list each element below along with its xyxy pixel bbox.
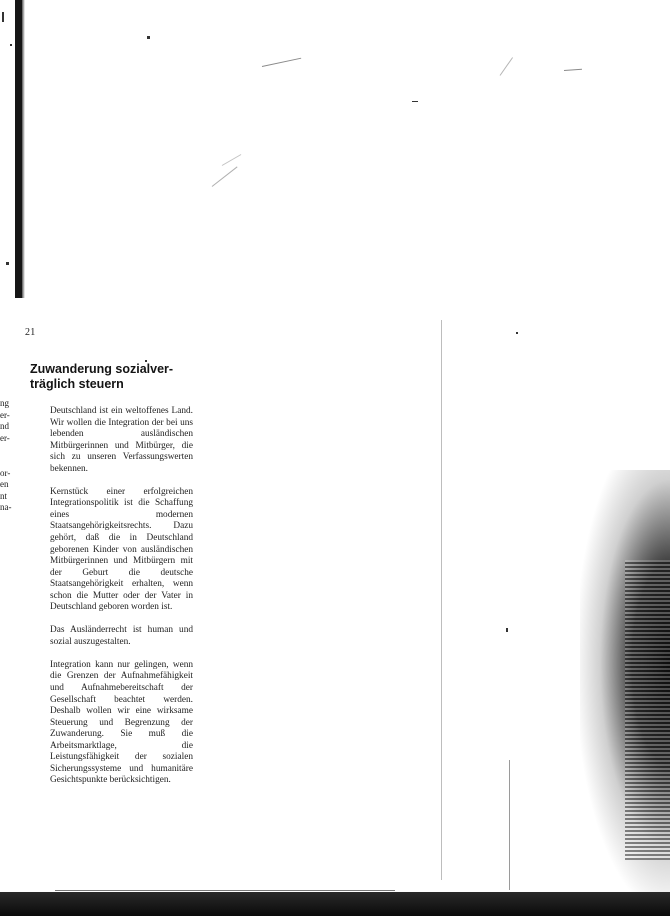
scan-fold-line: [441, 320, 442, 880]
left-fragment: nt: [0, 490, 8, 501]
paragraph: Integration kann nur gelingen, wenn die Grenzen der Aufnahmefähigkeit und Aufnahmebereitschaft der Gesellschaft beachtet werden. Deshalb wollen wir eine wirksame Steuerung und Begrenzung der Zuwanderung. Sie muß die Arbeitsmarktlage, die Leistungsfähigkeit der sozialen Sicherungssysteme und humanitäre Gesichtspunkte berücksichtigen.: [50, 659, 193, 786]
left-cutoff-column: [0, 398, 12, 514]
left-fragment: er-: [0, 432, 10, 443]
scan-speck: [2, 12, 4, 22]
scan-speck: [147, 36, 150, 39]
paragraph: Kernstück einer erfolgreichen Integrationspolitik ist die Schaffung eines modernen Staatsangehörigkeitsrechts. Dazu gehört, daß die in Deutschland geborenen Kinder von ausländischen Mitbürgerinnen und Mitbürgern mit der Geburt die deutsche Staatsangehörigkeit erhalten, wenn schon die Mutter oder der Vater in Deutschland geboren worden ist.: [50, 486, 193, 613]
scan-edge-shadow: [22, 0, 25, 298]
scan-speck: [412, 101, 418, 102]
section-heading: [30, 362, 210, 392]
section-heading-line-2: träglich steuern: [30, 377, 124, 391]
left-fragment: [0, 444, 12, 456]
left-fragment: nd: [0, 421, 9, 432]
left-fragment: or-: [0, 467, 11, 478]
scan-scratch: [262, 58, 301, 67]
scan-scratch: [564, 69, 582, 71]
scan-noise-right-texture: [625, 560, 670, 860]
paragraph: Das Ausländerrecht ist human und sozial auszugestalten.: [50, 625, 193, 647]
scan-scratch: [222, 154, 242, 166]
scan-speck: [516, 332, 518, 334]
section-heading-line-1: Zuwanderung sozialver-: [30, 362, 174, 376]
left-fragment: ng: [0, 398, 9, 408]
scan-bottom-edge: [0, 892, 670, 916]
body-text: [50, 406, 193, 798]
scan-scratch: [212, 166, 238, 186]
scan-speck: [10, 44, 12, 46]
scan-edge-bar: [15, 0, 22, 298]
scan-speck: [506, 628, 508, 632]
left-fragment: na-: [0, 502, 12, 513]
scan-scratch: [500, 57, 513, 76]
scan-fold-line: [509, 760, 510, 890]
paragraph: Deutschland ist ein weltoffenes Land. Wir wollen die Integration der bei uns lebenden ausländischen Mitbürgerinnen und Mitbürger, die sich zu unseren Verfassungswerten bekennen.: [50, 406, 193, 474]
left-fragment: en: [0, 479, 9, 490]
left-fragment: er-: [0, 409, 10, 420]
scan-bottom-line: [55, 890, 395, 891]
left-fragment: [0, 456, 12, 468]
page-number: 21: [25, 327, 36, 338]
scan-speck: [6, 262, 9, 265]
